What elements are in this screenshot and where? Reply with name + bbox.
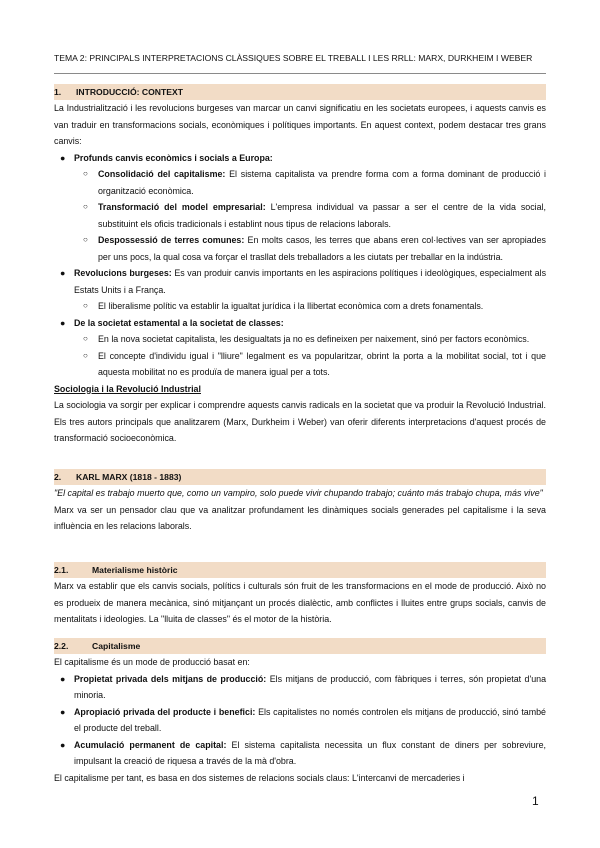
- section-title: Capitalisme: [92, 641, 141, 651]
- closing-paragraph: La sociologia va sorgir per explicar i comprendre aquests canvis radicals en la societat que va produir la Revolució Industrial. Els tres autors principals que analitzarem (Marx, Durkheim i Weber) van oferir diferents interpretacions d'aquest procés de transformació socioeconòmica.: [54, 400, 546, 443]
- section-number: 2.: [54, 472, 62, 482]
- item-text: Els mitjans de producció, com fàbriques i terres, són propietat d'una minoria.: [74, 673, 546, 700]
- item-text: El sistema capitalista necessita un flux constant de diners per sobreviure, impulsant la creació de riquesa a través de la mà d'obra.: [74, 739, 546, 766]
- paragraph: Marx va ser un pensador clau que va analitzar profundament les dinàmiques socials generades pel capitalisme i la seva influència en les relacions laborals.: [54, 504, 546, 531]
- item-label: Transformació del model empresarial:: [98, 202, 266, 212]
- sub-list: [74, 166, 546, 265]
- item-label: Consolidació del capitalisme:: [98, 169, 226, 179]
- bullet-circle-icon: ○: [83, 169, 88, 178]
- bullet-circle-icon: ○: [83, 334, 88, 343]
- list-item: [54, 704, 546, 737]
- section-body-materialisme: [54, 578, 546, 628]
- title-divider: [54, 73, 546, 74]
- item-text: El sistema capitalista va prendre forma com a forma dominant de producció i organització econòmica.: [98, 169, 546, 196]
- bullet-dot-icon: ●: [60, 268, 66, 278]
- section-title: KARL MARX (1818 - 1883): [76, 472, 182, 482]
- item-label: De la societat estamental a la societat de classes:: [74, 317, 284, 328]
- item-text: En la nova societat capitalista, les desigualtats ja no es defineixen per naixement, sinó per factors econòmics.: [98, 334, 530, 344]
- section-title: INTRODUCCIÓ: CONTEXT: [76, 87, 183, 97]
- section-number: 2.1.: [54, 565, 69, 575]
- bullet-dot-icon: ●: [60, 317, 66, 328]
- bullet-circle-icon: ○: [83, 350, 88, 360]
- item-text: Es van produir canvis importants en les aspiracions polítiques i ideològiques, especialment als Estats Units i a França.: [74, 268, 547, 295]
- page-number: 1: [532, 794, 539, 808]
- section-heading-materialisme: [54, 562, 546, 578]
- section-heading-introduccio: [54, 84, 546, 100]
- bullet-list: [54, 150, 546, 381]
- sub-list: [74, 298, 546, 315]
- item-text: En molts casos, les terres que abans eren col·lectives van ser apropiades per uns pocs, la qual cosa va forçar el trasllat dels treballadors a les ciutats per treballar en la indústria.: [98, 235, 546, 262]
- bullet-circle-icon: ○: [83, 235, 88, 244]
- list-item: [54, 232, 546, 265]
- item-text: L'empresa individual va passar a ser el centre de la vida social, substituint els oficis tradicionals i establint nous tipus de relacions laborals.: [98, 202, 546, 229]
- subheading: Sociologia i la Revolució Industrial: [54, 383, 201, 394]
- section-number: 1.: [54, 87, 62, 97]
- section-title: Materialisme històric: [92, 565, 178, 575]
- item-label: Profunds canvis econòmics i socials a Europa:: [74, 152, 273, 163]
- bullet-dot-icon: ●: [60, 739, 66, 750]
- list-item: [54, 150, 546, 266]
- list-item: [54, 166, 546, 199]
- closing-paragraph: El capitalisme per tant, es basa en dos sistemes de relacions socials claus: L'intercanvi de mercaderies i: [54, 772, 465, 783]
- sub-list: [74, 331, 546, 381]
- paragraph: Marx va establir que els canvis socials, polítics i culturals són fruit de les transformacions en el mode de producció. Això no es produeix de manera mecànica, sinó mitjançant un procés dialèctic, amb conflictes i lluites entre grups socials, canvis de mentalitats i ideologies. La "lluita de classes" és el motor de la història.: [54, 581, 546, 624]
- item-label: Apropiació privada del producte i benefici:: [74, 706, 256, 717]
- bullet-circle-icon: ○: [83, 301, 88, 310]
- list-item: [54, 737, 546, 770]
- item-text: Els capitalistes no només controlen els mitjans de producció, sinó també el producte del treball.: [74, 706, 546, 733]
- section-number: 2.2.: [54, 641, 69, 651]
- bullet-circle-icon: ○: [83, 202, 88, 211]
- item-label: Propietat privada dels mitjans de producció:: [74, 673, 267, 684]
- section-heading-capitalisme: [54, 638, 546, 654]
- list-item: [54, 348, 546, 381]
- section-body-karl-marx: [54, 485, 546, 535]
- item-text: El liberalisme polític va establir la igualtat jurídica i la llibertat econòmica com a drets fonamentals.: [98, 301, 484, 311]
- document-title: TEMA 2: PRINCIPALS INTERPRETACIONS CLÀSSIQUES SOBRE EL TREBALL I LES RRLL: MARX, DURKHEIM I WEBER: [54, 53, 533, 63]
- item-text: El concepte d'individu igual i "lliure" legalment es va popularitzar, obrint la porta a la mobilitat social, tot i que aquesta mobilitat no es produïa de manera igual per a tots.: [98, 350, 546, 377]
- list-item: [54, 315, 546, 381]
- bullet-dot-icon: ●: [60, 706, 66, 717]
- bullet-dot-icon: ●: [60, 673, 66, 684]
- list-item: [54, 298, 546, 315]
- section-body-introduccio: [54, 100, 546, 447]
- bullet-list: [54, 671, 546, 770]
- item-label: Acumulació permanent de capital:: [74, 739, 227, 750]
- list-item: [54, 265, 546, 315]
- intro-paragraph: El capitalisme és un mode de producció basat en:: [54, 657, 250, 667]
- list-item: [54, 671, 546, 704]
- section-heading-karl-marx: [54, 469, 546, 485]
- bullet-dot-icon: ●: [60, 152, 66, 163]
- item-label: Despossessió de terres comunes:: [98, 235, 245, 245]
- list-item: [54, 199, 546, 232]
- section-body-capitalisme: [54, 654, 546, 786]
- marx-quote: "El capital es trabajo muerto que, como un vampiro, solo puede vivir chupando trabajo; cuánto más trabajo chupa, más vive": [54, 488, 543, 498]
- intro-paragraph: La Industrialització i les revolucions burgeses van marcar un canvi significatiu en les societats europees, i aquests canvis es van traduir en transformacions socials, econòmiques i polítiques importants. En aquest context, podem destacar tres grans canvis:: [54, 103, 546, 146]
- item-label: Revolucions burgeses:: [74, 268, 172, 278]
- list-item: [54, 331, 546, 348]
